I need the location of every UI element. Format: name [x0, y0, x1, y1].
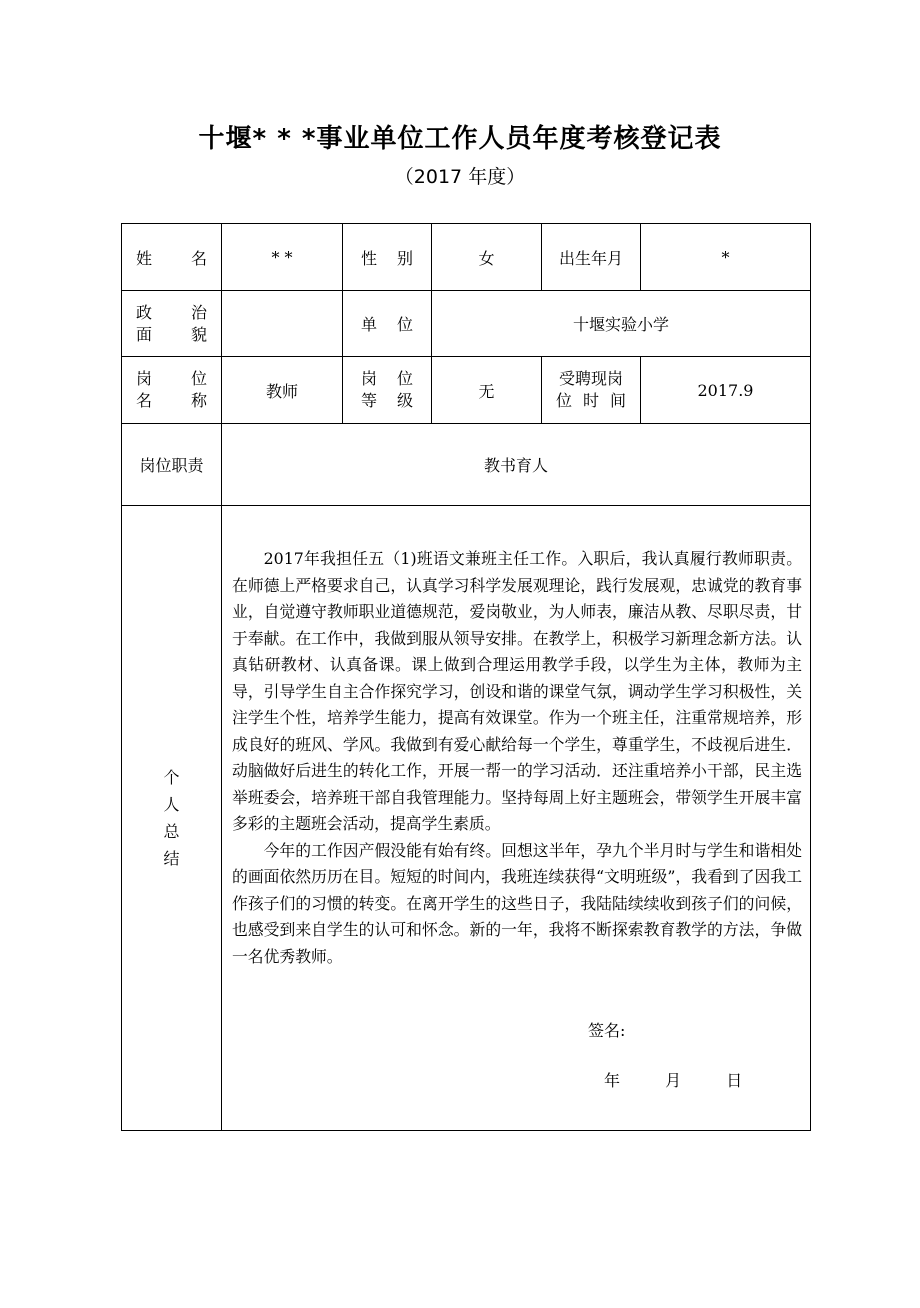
post-grade-label-l2c2: 级 [396, 391, 413, 410]
row-basic-info [122, 224, 811, 291]
post-grade-value: 无 [432, 357, 542, 424]
birth-value: * [641, 224, 811, 291]
document-subtitle: （2017 年度） [394, 166, 526, 188]
summary-label-char1: 个 [163, 768, 180, 787]
hire-time-value: 2017.9 [641, 357, 811, 424]
hire-time-label-l2c3: 间 [609, 391, 626, 410]
post-grade-label-l2c1: 等 [361, 391, 378, 410]
summary-paragraph-1: 2017年我担任五（1)班语文兼班主任工作。入职后，我认真履行教师职责。 在师德上严格要求自己，认真学习科学发展观理论，践行发展观，忠诚党的教育事业，自觉遵守教师职业道德规范，爱岗敬业，为人师表，廉洁从教、尽职尽责，甘于奉献。在工作中，我做到服从领导安排。在教学上，积极学习新理念新方法。认真钻研教材、认真备课。课上做到合理运用教学手段，以学生为主体，教师为主导，引导学生自主合作探究学习，创设和谐的课堂气氛，调动学生学习积极性，关注学生个性，培养学生能力，提高有效课堂。作为一个班主任，注重常规培养，形成良好的班风、学风。我做到有爱心献给每一个学生，尊重学生，不歧视后进生．动脑做好后进生的转化工作，开展一帮一的学习活动．还注重培养小干部，民主选举班委会，培养班干部自我管理能力。坚持每周上好主题班会，带领学生开展丰富多彩的主题班会活动，提高学生素质。 [232, 549, 802, 833]
row-post [122, 357, 811, 424]
date-day-label: 日 [726, 1071, 743, 1090]
gender-label-cell [343, 224, 432, 291]
hire-time-label-l2c1: 位 [556, 391, 573, 410]
document-title: 十堰* * *事业单位工作人员年度考核登记表 [198, 124, 722, 154]
name-label-char2: 名 [190, 248, 207, 268]
row-political-unit [122, 291, 811, 357]
post-title-label-cell [122, 357, 222, 424]
unit-value: 十堰实验小学 [432, 291, 811, 357]
date-month-label: 月 [665, 1071, 682, 1090]
summary-label-cell [122, 506, 222, 1131]
row-summary [122, 506, 811, 1131]
hire-time-label-l2c2: 时 [582, 391, 599, 410]
signature-date [604, 1068, 742, 1091]
political-label-l2c1: 面 [136, 324, 153, 344]
post-title-value: 教师 [222, 357, 343, 424]
gender-value: 女 [432, 224, 542, 291]
unit-label-char1: 单 [361, 315, 378, 334]
summary-label-char4: 结 [163, 849, 180, 868]
summary-paragraph-2: 今年的工作因产假没能有始有终。回想这半年，孕九个半月时与学生和谐相处的画面依然历历在目。短短的时间内，我班连续获得“文明班级”，我看到了因我工作孩子们的习惯的转变。在离开学生的这些日子，我陆陆续续收到孩子们的问候，也感受到来自学生的认可和怀念。新的一年，我将不断探索教育教学的方法，争做一名优秀教师。 [232, 840, 802, 966]
duty-value: 教书育人 [222, 424, 811, 506]
post-grade-label-cell [343, 357, 432, 424]
signature-label: 签名: [588, 1021, 626, 1040]
name-value: * * [222, 224, 343, 291]
summary-content-cell [222, 506, 811, 1131]
political-label-l1c2: 治 [190, 302, 207, 322]
summary-label-char3: 总 [163, 822, 180, 841]
name-label-char1: 姓 [136, 248, 153, 268]
post-title-label-l2c1: 名 [136, 391, 153, 410]
post-title-label-l1c2: 位 [190, 369, 207, 388]
political-label-cell [122, 291, 222, 357]
political-label-l2c2: 貌 [190, 324, 207, 344]
political-value [222, 291, 343, 357]
name-label-cell [122, 224, 222, 291]
assessment-form-table [121, 223, 811, 1131]
row-duty [122, 424, 811, 506]
hire-time-label-line1: 受聘现岗 [558, 369, 623, 388]
post-title-label-l1c1: 岗 [136, 369, 153, 388]
post-grade-label-l1c1: 岗 [361, 369, 378, 388]
political-label-l1c1: 政 [136, 302, 153, 322]
date-year-label: 年 [604, 1071, 621, 1090]
unit-label-char2: 位 [396, 315, 413, 334]
hire-time-label-cell [542, 357, 641, 424]
summary-label-char2: 人 [163, 795, 180, 814]
duty-label: 岗位职责 [122, 424, 222, 506]
unit-label-cell [343, 291, 432, 357]
gender-label-char2: 别 [396, 248, 413, 268]
birth-label: 出生年月 [542, 224, 641, 291]
gender-label-char1: 性 [361, 248, 378, 268]
summary-text [232, 546, 802, 970]
post-grade-label-l1c2: 位 [396, 369, 413, 388]
post-title-label-l2c2: 称 [190, 391, 207, 410]
